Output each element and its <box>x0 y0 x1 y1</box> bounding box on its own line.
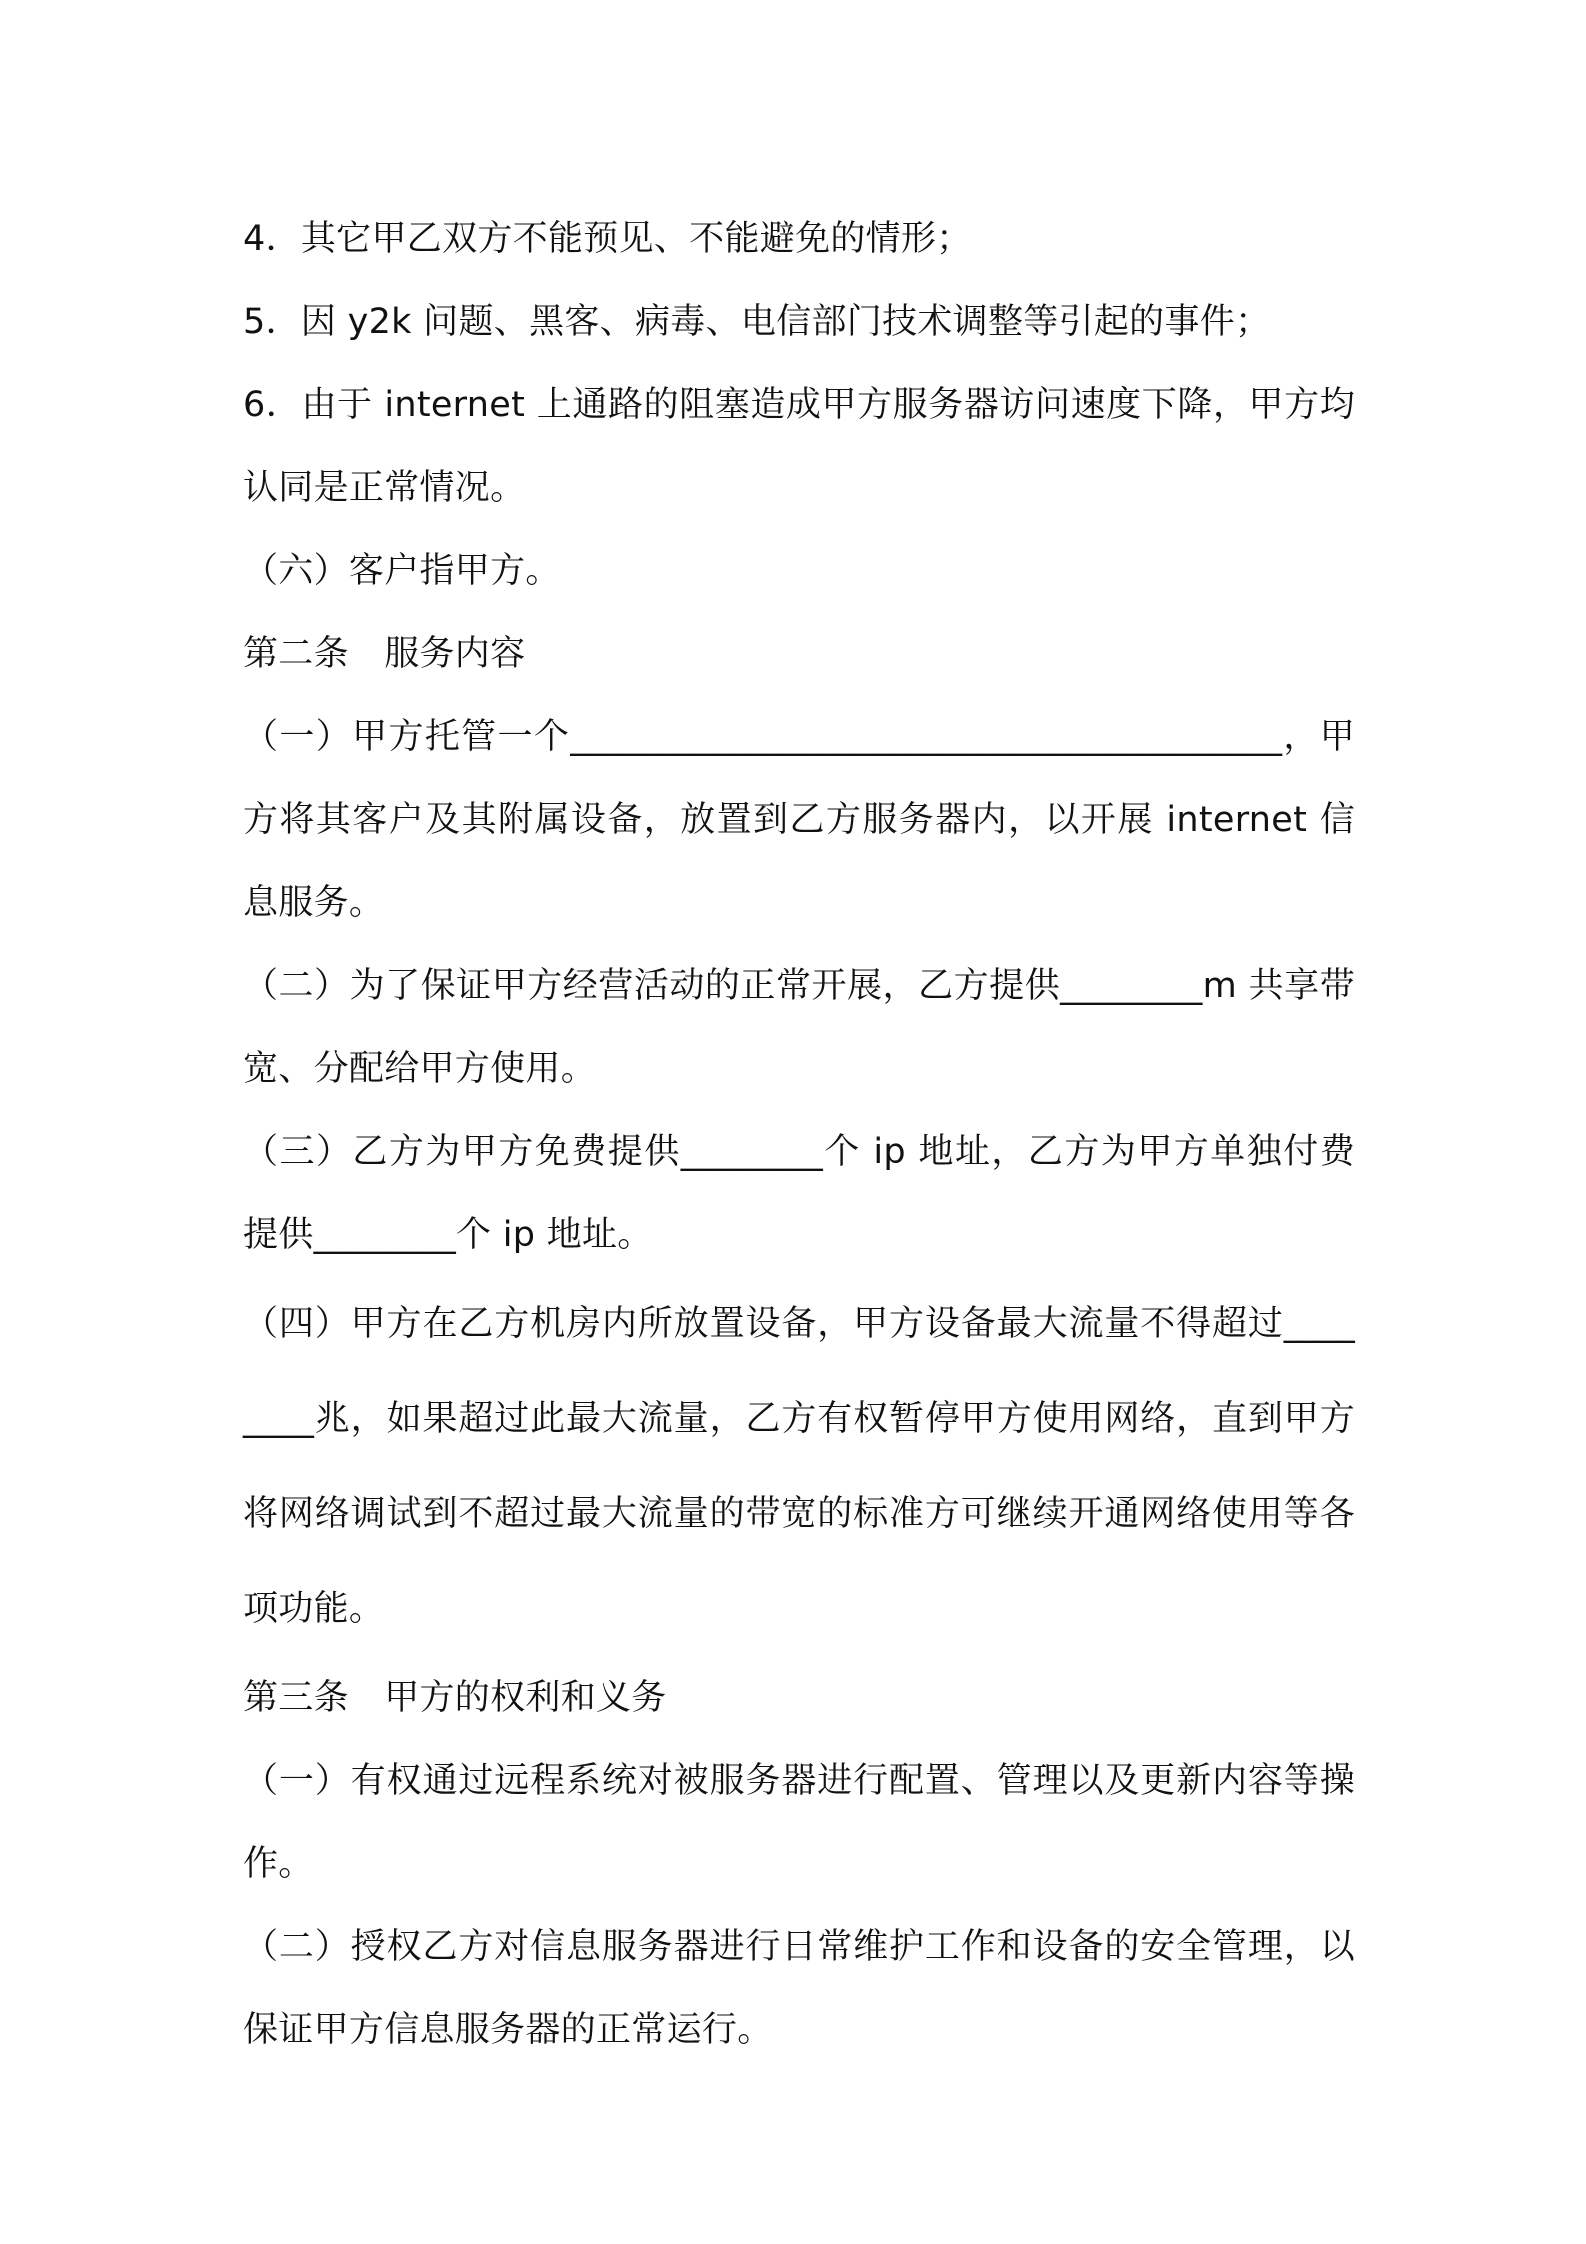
clause-six-customer: （六）客户指甲方。 <box>243 551 561 591</box>
clause-item-5: 5．因 y2k 问题、黑客、病毒、电信部门技术调整等引起的事件； <box>243 302 1271 342</box>
article-3-item-1: （一）有权通过远程系统对被服务器进行配置、管理以及更新内容等操作。 <box>243 1761 1355 1884</box>
article-2-item-3: （三）乙方为甲方免费提供________个 ip 地址，乙方为甲方单独付费提供________个 ip 地址。 <box>243 1132 1355 1255</box>
article-3-heading: 第三条 甲方的权利和义务 <box>243 1678 667 1718</box>
article-3-item-2: （二）授权乙方对信息服务器进行日常维护工作和设备的安全管理，以保证甲方信息服务器的正常运行。 <box>243 1927 1355 2050</box>
document-body <box>243 198 1355 2072</box>
article-2-item-2: （二）为了保证甲方经营活动的正常开展，乙方提供________m 共享带宽、分配给甲方使用。 <box>243 966 1355 1089</box>
article-2-heading: 第二条 服务内容 <box>243 634 526 674</box>
article-2-item-4: （四）甲方在乙方机房内所放置设备，甲方设备最大流量不得超过________兆，如果超过此最大流量，乙方有权暂停甲方使用网络，直到甲方将网络调试到不超过最大流量的带宽的标准方可继续开通网络使用等各项功能。 <box>243 1304 1355 1629</box>
clause-item-4: 4．其它甲乙双方不能预见、不能避免的情形； <box>243 219 972 259</box>
article-2-item-1: （一）甲方托管一个________________________________________，甲方将其客户及其附属设备，放置到乙方服务器内，以开展 internet 信息服务。 <box>243 717 1355 923</box>
clause-item-6: 6．由于 internet 上通路的阻塞造成甲方服务器访问速度下降，甲方均认同是正常情况。 <box>243 385 1355 508</box>
